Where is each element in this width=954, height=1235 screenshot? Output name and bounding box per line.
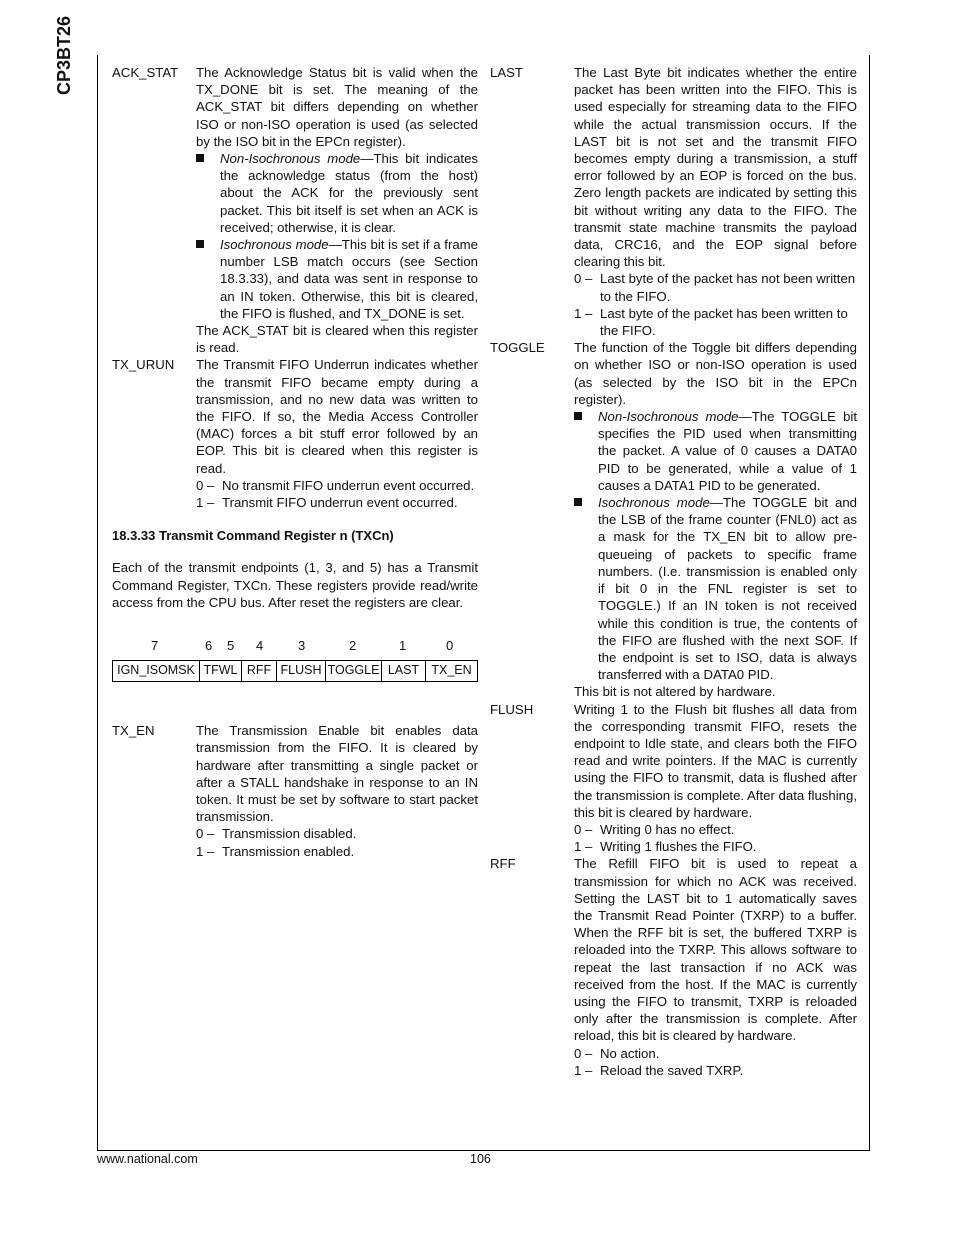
register-field: LAST xyxy=(382,661,426,682)
register-field: TOGGLE xyxy=(326,661,382,682)
value-text: No action. xyxy=(600,1045,660,1061)
bullet-text: —This bit indicates the acknowledge status (from the host) about the ACK for the previously sent packet. This bit itself is set when an ACK is received; otherwise, it is clear. xyxy=(220,151,478,235)
value-item xyxy=(574,821,857,838)
bit-number: 6 xyxy=(205,638,213,654)
field-entry-tx-urun xyxy=(112,356,478,511)
value-item xyxy=(196,477,478,494)
register-field: FLUSH xyxy=(277,661,326,682)
field-description: The Last Byte bit indicates whether the entire packet has been written into the FIFO. This is used especially for streaming data to the FIFO while the actual transmission occurs. If the LAST bit is not set and the transmit FIFO becomes empty during a transmission, a stuff error followed by an EOP is forced on the bus. Zero length packets are indicated by setting this bit without writing any data to the FIFO. The transmit state machine transmits the payload data, CRC16, and the EOP signal before clearing this bit. xyxy=(574,65,857,270)
square-bullet-icon xyxy=(574,408,598,494)
field-name: ACK_STAT xyxy=(112,65,179,80)
footer-website: www.national.com xyxy=(97,1152,198,1166)
value-key: 1 – xyxy=(574,1062,593,1078)
register-field: RFF xyxy=(242,661,277,682)
bullet-text: —This bit is set if a frame number LSB match occurs (see Section 18.3.33), and data was sent in response to an IN token. Otherwise, this bit is cleared, the FIFO is flushed, and TX_DONE is set. xyxy=(220,237,479,321)
value-item xyxy=(574,305,857,339)
field-description: The Transmit FIFO Underrun indicates whether the transmit FIFO became empty during a transmission, and no new data was written to the FIFO. If so, the Media Access Controller (MAC) forces a bit stuff error followed by an EOP. This bit is cleared when this register is read. xyxy=(196,357,478,476)
field-description: The Acknowledge Status bit is valid when the TX_DONE bit is set. The meaning of the ACK_STAT bit differs depending on whether ISO or non-ISO operation is used (as selected by the ISO bit in the EPCn register). xyxy=(196,65,478,149)
value-key: 1 – xyxy=(574,839,593,855)
square-bullet-icon xyxy=(196,236,220,322)
value-key: 1 – xyxy=(196,843,215,859)
bullet-item xyxy=(196,236,478,322)
field-entry-toggle xyxy=(490,339,857,700)
document-side-title: CP3BT26 xyxy=(54,15,74,95)
value-item xyxy=(574,1045,857,1062)
register-field: TX_EN xyxy=(426,661,478,682)
left-column xyxy=(112,64,478,860)
value-item xyxy=(574,1062,857,1079)
register-field: IGN_ISOMSK xyxy=(113,661,200,682)
value-text: Transmit FIFO underrun event occurred. xyxy=(222,495,458,511)
bit-number: 0 xyxy=(446,638,454,654)
footer-page-number: 106 xyxy=(470,1152,491,1166)
bullet-text: —The TOGGLE bit specifies the PID used when transmitting the packet. A value of 0 causes a DATA0 PID to be generated, while a value of 1 causes a DATA1 PID to be generated. xyxy=(598,409,857,493)
value-text: Transmission enabled. xyxy=(222,843,355,859)
value-key: 0 – xyxy=(196,477,215,493)
value-text: Transmission disabled. xyxy=(222,826,357,842)
register-bit-numbers xyxy=(112,637,478,654)
value-text: No transmit FIFO underrun event occurred. xyxy=(222,477,475,493)
value-item xyxy=(574,270,857,304)
register-diagram xyxy=(112,660,478,682)
right-column xyxy=(490,64,857,1079)
square-bullet-icon xyxy=(196,150,220,236)
field-name: TX_URUN xyxy=(112,357,175,373)
register-field: TFWL xyxy=(200,661,242,682)
bullet-term: Isochronous mode xyxy=(598,495,710,511)
field-entry-flush xyxy=(490,701,857,856)
bit-number: 3 xyxy=(298,638,306,654)
value-text: Last byte of the packet has been written to the FIFO. xyxy=(600,305,848,339)
bullet-term: Isochronous mode xyxy=(220,237,329,253)
bit-number: 4 xyxy=(256,638,264,654)
bit-number: 1 xyxy=(399,638,407,654)
field-entry-rff xyxy=(490,855,857,1079)
value-text: Writing 0 has no effect. xyxy=(600,821,735,837)
bit-number: 5 xyxy=(227,638,235,654)
field-note: The ACK_STAT bit is cleared when this register is read. xyxy=(196,323,478,356)
field-note: This bit is not altered by hardware. xyxy=(574,684,776,700)
value-text: Last byte of the packet has not been written to the FIFO. xyxy=(600,271,856,304)
field-entry-last xyxy=(490,64,857,339)
bit-number: 2 xyxy=(349,638,357,654)
bullet-text: —The TOGGLE bit and the LSB of the frame counter (FNL0) act as a mask for the TX_EN bit to allow pre-queueing of packets to specific frame numbers. (I.e. transmission is enabled only if bit 0 in the FNL register is set to TOGGLE.) If an IN token is not received while this condition is true, the contents of the FIFO are flushed with the next SOF. If the endpoint is set to ISO, data is always transferred with a DATA0 PID. xyxy=(598,495,857,683)
value-item xyxy=(196,825,478,842)
value-key: 1 – xyxy=(574,305,593,321)
value-text: Reload the saved TXRP. xyxy=(600,1062,744,1078)
bit-number: 7 xyxy=(151,638,159,654)
field-description: The Refill FIFO bit is used to repeat a transmission for which no ACK was received. Setting the LAST bit to 1 automatically saves the Transmit Read Pointer (TXRP) to a buffer. When the RFF bit is set, the buffered TXRP is reloaded into the TXRP. This allows software to repeat the last transaction if no ACK was received from the host. If the MAC is currently using the FIFO to transmit, TXRP is reloaded only after the transmission is complete. After reload, this bit is cleared by hardware. xyxy=(574,856,857,1044)
value-key: 0 – xyxy=(574,271,593,287)
value-key: 0 – xyxy=(574,821,593,837)
value-text: Writing 1 flushes the FIFO. xyxy=(600,839,757,855)
value-key: 0 – xyxy=(196,826,215,842)
field-name: TX_EN xyxy=(112,723,155,739)
field-description: The function of the Toggle bit differs depending on whether ISO or non-ISO operation is used (as selected by the ISO bit in the EPCn register). xyxy=(574,340,857,407)
value-item xyxy=(196,494,478,511)
value-key: 1 – xyxy=(196,495,215,511)
field-entry-tx-en xyxy=(112,722,478,860)
field-name: RFF xyxy=(490,856,516,872)
section-paragraph: Each of the transmit endpoints (1, 3, and 5) has a Transmit Command Register, TXCn. These registers provide read/write access from the CPU bus. After reset the registers are clear. xyxy=(112,560,478,610)
bullet-item xyxy=(574,494,857,683)
value-item xyxy=(196,843,478,860)
bullet-item xyxy=(574,408,857,494)
value-key: 0 – xyxy=(574,1045,593,1061)
field-name: LAST xyxy=(490,65,523,80)
field-name: FLUSH xyxy=(490,701,534,717)
field-name: TOGGLE xyxy=(490,340,545,356)
bullet-term: Non-Isochronous mode xyxy=(220,151,361,167)
bullet-item xyxy=(196,150,478,236)
value-item xyxy=(574,838,857,855)
field-description: Writing 1 to the Flush bit flushes all data from the corresponding transmit FIFO, resets the endpoint to Idle state, and clears both the FIFO read and write pointers. If the MAC is currently using the FIFO to transmit, data is flushed after the transmission is complete. After data flushing, this bit is cleared by hardware. xyxy=(574,701,857,820)
square-bullet-icon xyxy=(574,494,598,683)
field-entry-ack-stat xyxy=(112,64,478,356)
section-heading: 18.3.33 Transmit Command Register n (TXCn) xyxy=(112,528,394,544)
bullet-term: Non-Isochronous mode xyxy=(598,409,739,425)
field-description: The Transmission Enable bit enables data transmission from the FIFO. It is cleared by hardware after transmitting a single packet or after a STALL handshake in response to an IN token. It must be set by software to start packet transmission. xyxy=(196,723,478,825)
